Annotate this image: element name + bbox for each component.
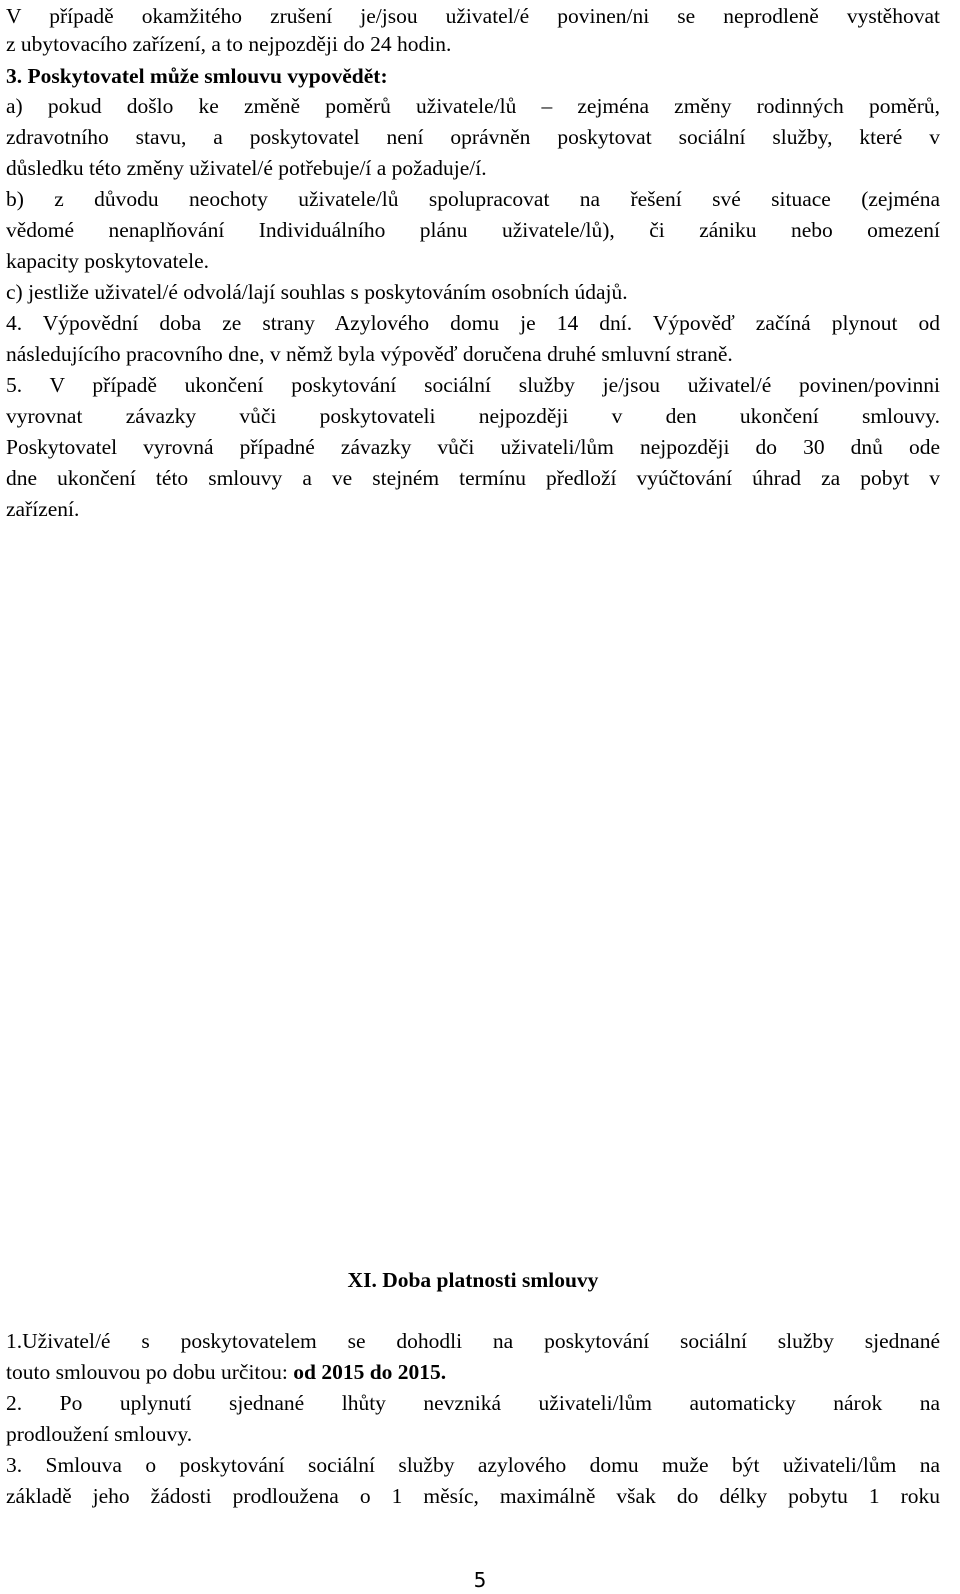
cancellation-text-line1: V případě okamžitého zrušení je/jsou uživatel/é povinen/ni se neprodleně vystěhovat	[6, 4, 940, 28]
xi-item3-line2: základě jeho žádosti prodloužena o 1 měsíc, maximálně však do délky pobytu 1 roku	[6, 1484, 940, 1508]
item3-a-line2: zdravotního stavu, a poskytovatel není oprávněn poskytovat sociální služby, které v	[6, 125, 940, 149]
xi-item1-line1: 1.Uživatel/é s poskytovatelem se dohodli na poskytování sociální služby sjednané	[6, 1329, 940, 1353]
item3-number: 3.	[6, 64, 23, 88]
item5-line4: dne ukončení této smlouvy a ve stejném termínu předloží vyúčtování úhrad za pobyt v	[6, 466, 940, 490]
xi-item2-line2: prodloužení smlouvy.	[6, 1422, 193, 1446]
item3-heading	[6, 60, 940, 92]
xi-item3-line1: 3. Smlouva o poskytování sociální služby azylového domu muže být uživateli/lům na	[6, 1453, 940, 1477]
xi-item1-term-dates: od 2015 do 2015.	[293, 1360, 447, 1384]
section-xi-heading: XI. Doba platnosti smlouvy	[347, 1268, 599, 1292]
item4-line1: 4. Výpovědní doba ze strany Azylového domu je 14 dní. Výpověď začíná plynout od	[6, 311, 940, 335]
page-number: 5	[473, 1568, 487, 1592]
item5-line3: Poskytovatel vyrovná případné závazky vůči uživateli/lům nejpozději do 30 dnů ode	[6, 435, 940, 459]
item3-c-line1: c) jestliže uživatel/é odvolá/lají souhlas s poskytováním osobních údajů.	[6, 280, 628, 304]
item5-line2: vyrovnat závazky vůči poskytovateli nejpozději v den ukončení smlouvy.	[6, 404, 940, 428]
item3-b-line1: b) z důvodu neochoty uživatele/lů spolupracovat na řešení své situace (zejména	[6, 187, 940, 211]
item5-line5: zařízení.	[6, 497, 80, 521]
xi-item1-line2-prefix: touto smlouvou po dobu určitou:	[6, 1360, 294, 1384]
item5-line1: 5. V případě ukončení poskytování sociální služby je/jsou uživatel/é povinen/povinni	[6, 373, 940, 397]
item3-b-line3: kapacity poskytovatele.	[6, 249, 209, 273]
xi-item1-line2	[6, 1356, 940, 1388]
item3-a-line1: a) pokud došlo ke změně poměrů uživatele/lů – zejména změny rodinných poměrů,	[6, 94, 940, 118]
item3-b-line2: vědomé nenaplňování Individuálního plánu uživatele/lů), či zániku nebo omezení	[6, 218, 940, 242]
item4-line2: následujícího pracovního dne, v němž byla výpověď doručena druhé smluvní straně.	[6, 342, 733, 366]
cancellation-text-line2: z ubytovacího zařízení, a to nejpozději do 24 hodin.	[6, 32, 452, 56]
xi-item2-line1: 2. Po uplynutí sjednané lhůty nevzniká uživateli/lům automaticky nárok na	[6, 1391, 940, 1415]
item3-a-line3: důsledku této změny uživatel/é potřebuje/í a požaduje/í.	[6, 156, 487, 180]
item3-title: Poskytovatel může smlouvu vypovědět:	[27, 64, 388, 88]
